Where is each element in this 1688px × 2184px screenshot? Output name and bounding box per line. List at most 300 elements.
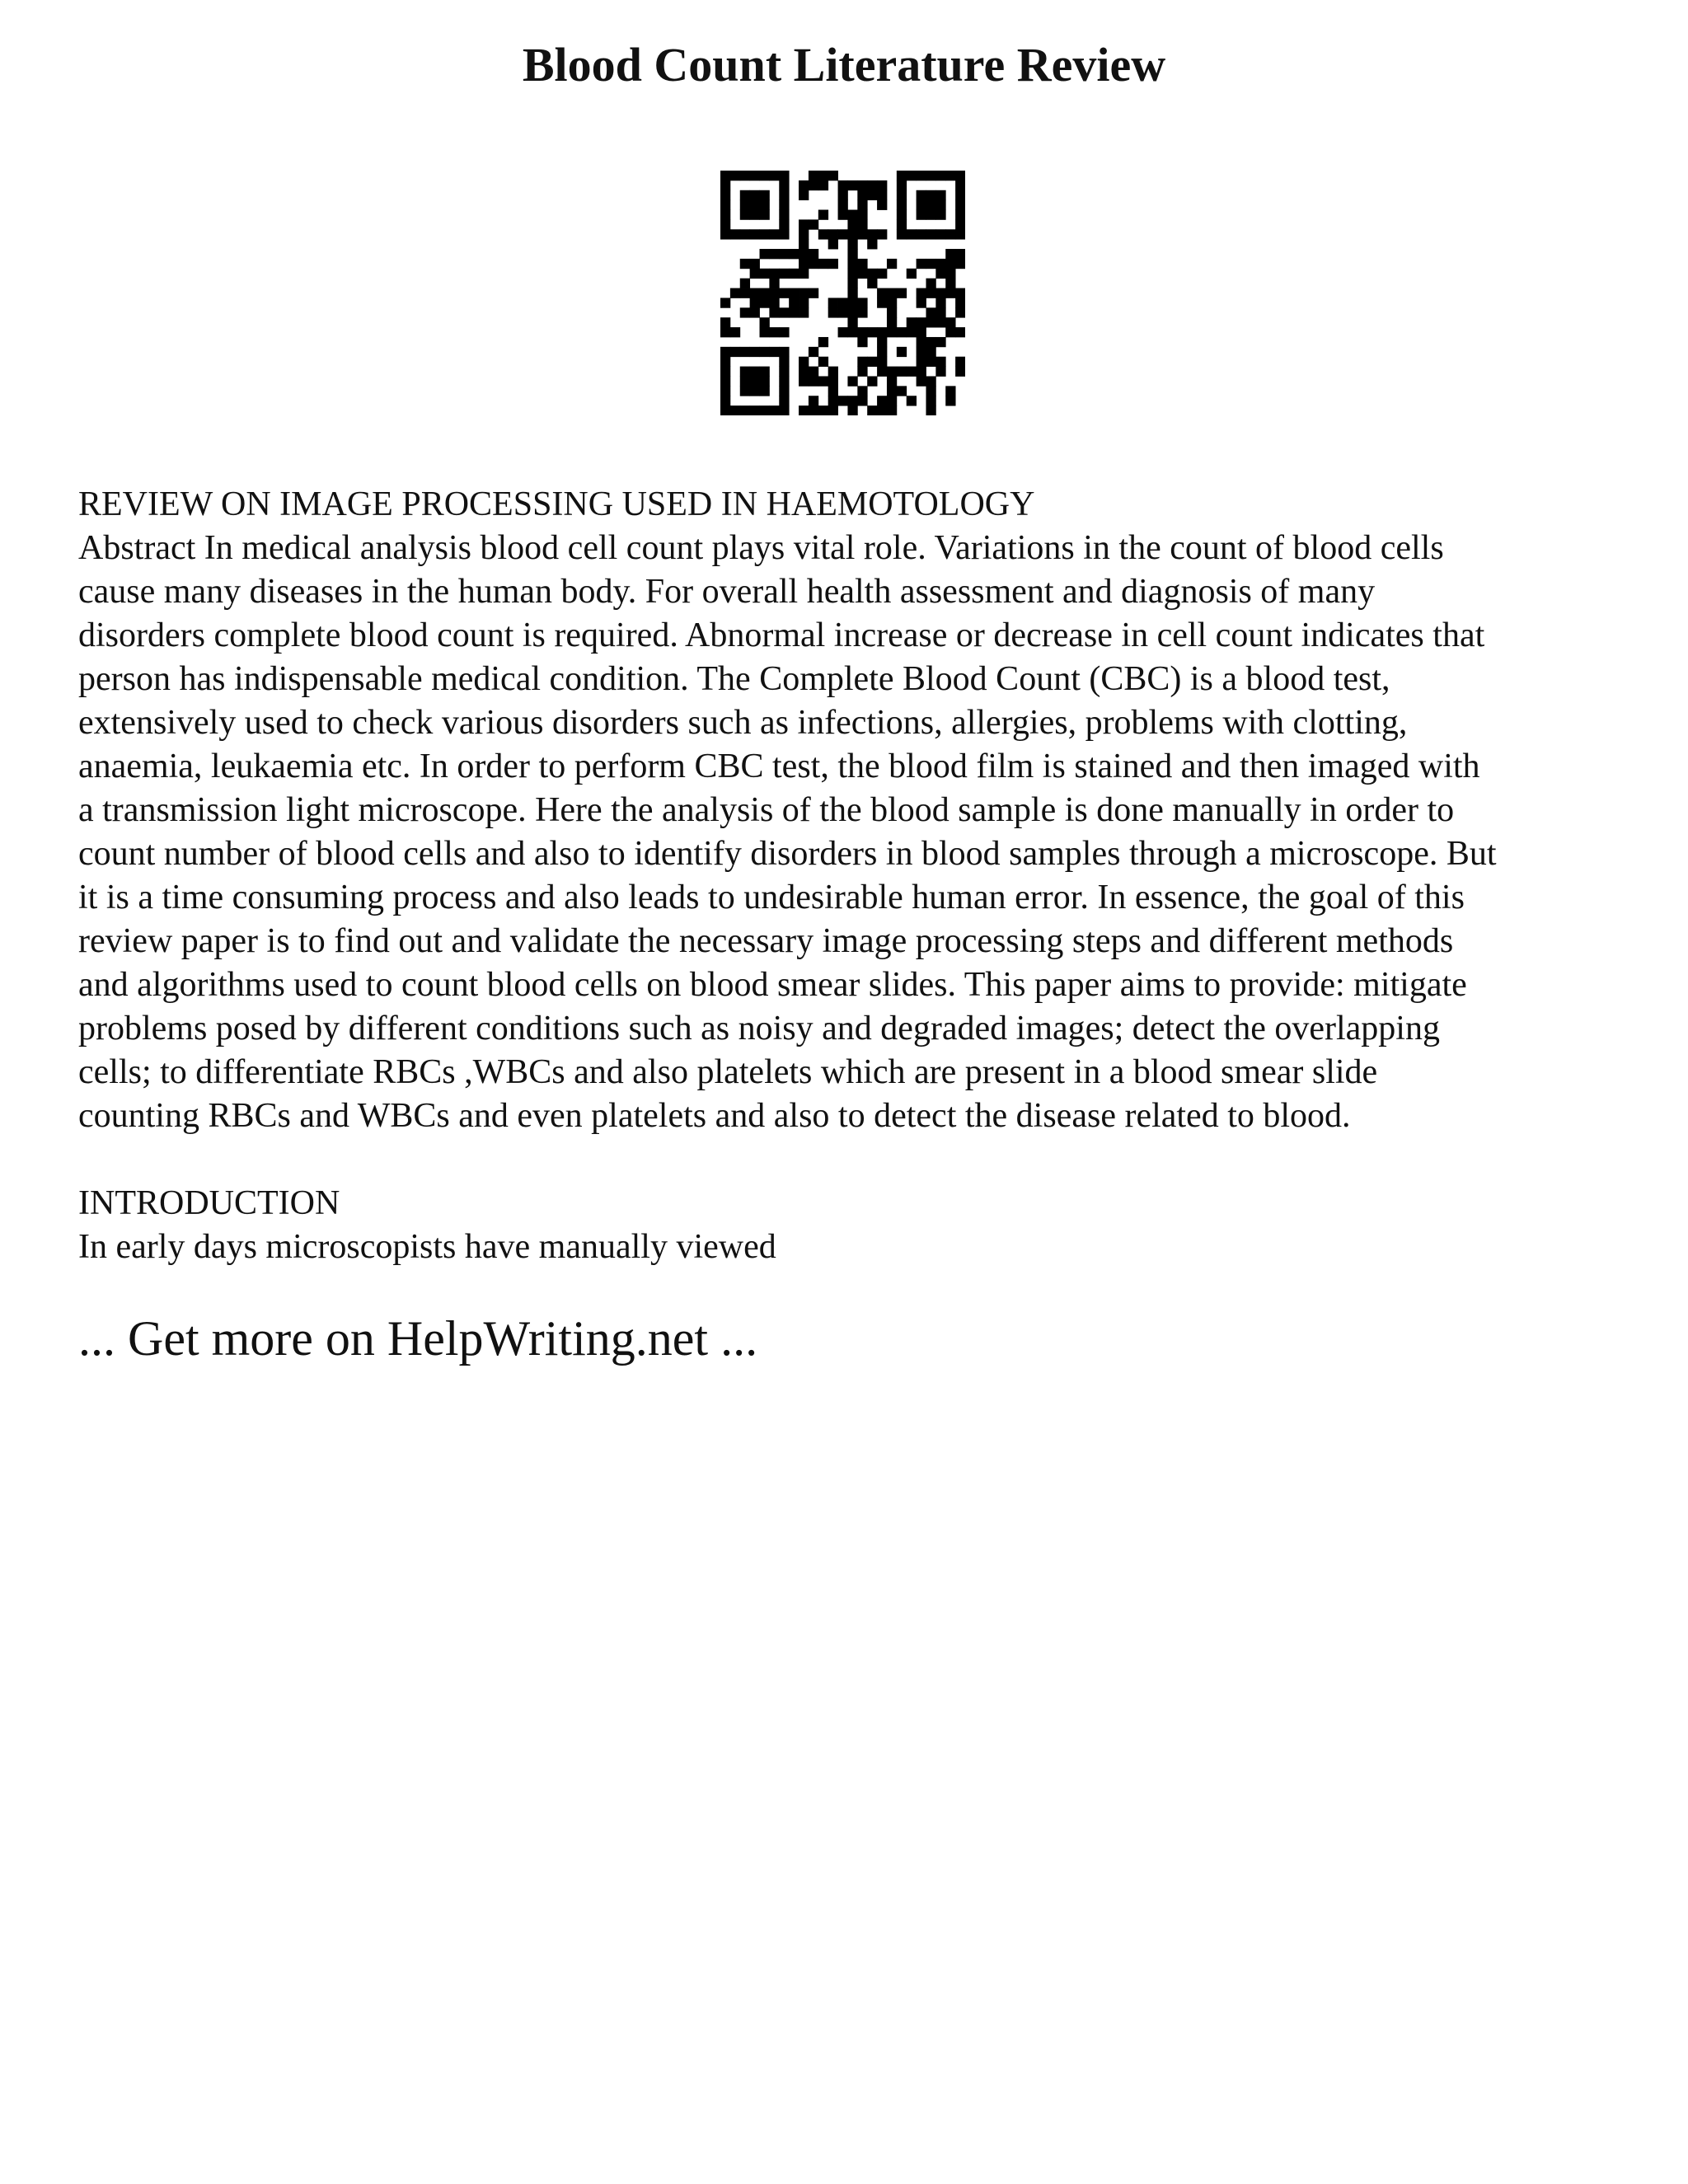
qr-module [740,307,750,317]
qr-module [847,288,857,298]
qr-module [818,357,828,367]
qr-module [945,249,955,259]
qr-module [935,357,945,367]
qr-module [760,367,770,377]
qr-module [926,405,935,415]
qr-module [750,200,760,210]
qr-module [779,396,789,405]
qr-module [926,386,935,396]
qr-module [887,386,897,396]
qr-module [857,269,867,279]
qr-module [857,337,867,347]
qr-module [760,386,770,396]
qr-module [720,210,730,220]
qr-module [779,367,789,377]
qr-module [799,249,809,259]
qr-module [847,180,857,190]
review-heading: REVIEW ON IMAGE PROCESSING USED IN HAEMOTOLOGY [78,485,1035,523]
qr-module [760,249,770,259]
qr-module [955,219,965,229]
qr-module [935,190,945,200]
qr-module [935,229,945,239]
qr-module [847,376,857,386]
qr-module [917,376,926,386]
qr-module [926,317,935,327]
qr-module [740,386,750,396]
qr-module [779,327,789,337]
qr-module [917,171,926,180]
qr-module [740,190,750,200]
qr-module [779,307,789,317]
qr-module [779,190,789,200]
qr-module [720,386,730,396]
qr-module [779,249,789,259]
qr-module [877,269,887,279]
qr-module [887,288,897,298]
qr-module [769,279,779,288]
qr-module [750,210,760,220]
qr-module [897,210,907,220]
qr-module [926,288,935,298]
qr-module [917,259,926,269]
qr-module [720,190,730,200]
qr-module [809,180,818,190]
qr-module [779,347,789,357]
qr-module [818,210,828,220]
qr-module [955,190,965,200]
qr-module [809,396,818,405]
qr-module [847,219,857,229]
qr-module [760,190,770,200]
qr-module [720,317,730,327]
qr-module [799,298,809,307]
qr-module [877,337,887,347]
qr-module [867,269,877,279]
qr-module [847,307,857,317]
qr-module [720,396,730,405]
qr-module [750,307,760,317]
qr-module [799,259,809,269]
qr-module [945,396,955,405]
qr-module [857,229,867,239]
qr-module [926,376,935,386]
qr-module [740,229,750,239]
qr-module [809,376,818,386]
qr-module [945,327,955,337]
qr-module [779,376,789,386]
qr-module [769,347,779,357]
qr-module [857,180,867,190]
qr-module [867,327,877,337]
qr-module [818,259,828,269]
qr-module [789,298,799,307]
qr-module [926,259,935,269]
qr-module [945,279,955,288]
qr-module [877,190,887,200]
qr-module [935,307,945,317]
qr-module [750,190,760,200]
qr-module [945,288,955,298]
qr-module [847,249,857,259]
qr-module [847,269,857,279]
qr-module [955,180,965,190]
qr-module [897,288,907,298]
qr-module [917,317,926,327]
qr-module [750,376,760,386]
qr-module [838,396,848,405]
qr-module [779,288,789,298]
qr-module [799,180,809,190]
qr-module [917,337,926,347]
qr-module [828,229,838,239]
qr-module [720,200,730,210]
qr-module [750,171,760,180]
qr-module [935,171,945,180]
qr-module [867,190,877,200]
qr-module [935,210,945,220]
qr-module [847,259,857,269]
qr-module [740,259,750,269]
qr-module [887,327,897,337]
qr-module [897,200,907,210]
qr-module [945,269,955,279]
qr-module [720,347,730,357]
qr-module [750,288,760,298]
qr-module [750,259,760,269]
qr-module [917,367,926,377]
qr-module [779,180,789,190]
qr-module [828,376,838,386]
qr-module [740,288,750,298]
qr-module [877,327,887,337]
qr-module [917,288,926,298]
qr-module [789,288,799,298]
qr-module [809,219,818,229]
qr-module [887,307,897,317]
qr-module [955,249,965,259]
qr-module [857,307,867,317]
qr-module [917,200,926,210]
qr-module [897,367,907,377]
qr-module [935,298,945,307]
qr-module [917,210,926,220]
qr-module [838,200,848,210]
qr-module [760,229,770,239]
qr-module [867,180,877,190]
qr-module [897,219,907,229]
qr-module [720,180,730,190]
qr-module [769,307,779,317]
qr-module [799,307,809,317]
document-body [78,483,1620,1269]
qr-module [877,347,887,357]
qr-module [917,327,926,337]
qr-module [730,171,740,180]
qr-module [907,327,917,337]
qr-module [867,239,877,249]
qr-module [769,327,779,337]
qr-module [730,405,740,415]
qr-module [779,405,789,415]
qr-module [887,405,897,415]
qr-module [750,367,760,377]
qr-module [877,229,887,239]
qr-module [955,200,965,210]
qr-module [779,386,789,396]
qr-module [887,396,897,405]
qr-module [926,279,935,288]
qr-module [847,239,857,249]
qr-module [760,269,770,279]
qr-module [955,210,965,220]
get-more-link[interactable]: ... Get more on HelpWriting.net ... [78,1311,758,1366]
qr-module [779,269,789,279]
qr-module [809,288,818,298]
qr-module [789,307,799,317]
qr-module [760,327,770,337]
qr-module [818,171,828,180]
qr-module [955,307,965,317]
qr-module [799,367,809,377]
qr-module [740,171,750,180]
qr-module [935,259,945,269]
qr-module [955,298,965,307]
qr-module [799,239,809,249]
abstract-paragraph: Abstract In medical analysis blood cell count plays vital role. Variations in the count of blood cells cause many diseases in the human body. For overall health assessment and diagnosis of many disorders complete blood count is required. Abnormal increase or decrease in cell count indicates that person has indispensable medical condition. The Complete Blood Count (CBC) is a blood test, extensively used to check various disorders such as infections, allergies, problems with clotting, anaemia, leukaemia etc. In order to perform CBC test, the blood film is stained and then imaged with a transmission light microscope. Here the analysis of the blood sample is done manually in order to count number of blood cells and also to identify disorders in blood samples through a microscope. But it is a time consuming process and also leads to undesirable human error. In essence, the goal of this review paper is to find out and validate the necessary image processing steps and different methods and algorithms used to count blood cells on blood smear slides. This paper aims to provide: mitigate problems posed by different conditions such as noisy and degraded images; detect the overlapping cells; to differentiate RBCs ,WBCs and also platelets which are present in a blood smear slide counting RBCs and WBCs and even platelets and also to detect the disease related to blood. [78,529,1497,1135]
document-title: Blood Count Literature Review [522,38,1166,91]
qr-module [847,317,857,327]
qr-module [779,357,789,367]
qr-module [760,317,770,327]
qr-module [857,190,867,200]
qr-module [917,298,926,307]
qr-module [779,210,789,220]
qr-module [828,239,838,249]
qr-module [847,279,857,288]
qr-module [847,210,857,220]
qr-module [730,347,740,357]
qr-module [877,357,887,367]
qr-module [847,298,857,307]
qr-module [828,307,838,317]
qr-module [955,259,965,269]
qr-module [926,190,935,200]
qr-module [935,337,945,347]
qr-module [730,288,740,298]
qr-module [945,171,955,180]
qr-module [779,171,789,180]
qr-module [740,210,750,220]
qr-module [955,327,965,337]
qr-module [877,288,887,298]
qr-module [847,396,857,405]
qr-module [945,386,955,396]
qr-module [897,171,907,180]
qr-module [955,171,965,180]
qr-module [740,405,750,415]
qr-module [887,259,897,269]
qr-module [720,367,730,377]
qr-module [926,200,935,210]
qr-module [945,229,955,239]
qr-module [838,298,848,307]
qr-module [917,347,926,357]
qr-module [818,180,828,190]
qr-module [935,367,945,377]
qr-module [867,405,877,415]
qr-module [799,376,809,386]
qr-module [857,200,867,210]
qr-module [760,347,770,357]
qr-module [818,405,828,415]
qr-module [857,259,867,269]
qr-module [955,367,965,377]
qr-module [867,229,877,239]
qr-module [760,171,770,180]
qr-module [935,317,945,327]
qr-module [917,229,926,239]
qr-module [828,386,838,396]
qr-module [799,219,809,229]
qr-module [897,229,907,239]
qr-module [809,367,818,377]
qr-module [828,405,838,415]
qr-module [750,347,760,357]
qr-module [760,200,770,210]
qr-module [907,229,917,239]
qr-module [769,405,779,415]
qr-module [799,229,809,239]
qr-module [828,171,838,180]
section-gap [78,1138,1620,1182]
qr-module [809,171,818,180]
qr-module [867,279,877,288]
qr-module [809,259,818,269]
qr-module [877,405,887,415]
qr-module [720,171,730,180]
qr-module [907,317,917,327]
qr-module [720,405,730,415]
qr-module [857,386,867,396]
qr-module [955,229,965,239]
qr-module [867,357,877,367]
qr-module [740,347,750,357]
qr-module [799,405,809,415]
qr-module [935,269,945,279]
qr-module [799,288,809,298]
qr-module [857,210,867,220]
qr-module [809,249,818,259]
qr-module [779,219,789,229]
qr-module [955,288,965,298]
qr-module [750,229,760,239]
qr-module [917,190,926,200]
qr-module [926,347,935,357]
qr-module [935,288,945,298]
qr-module [818,337,828,347]
qr-module [750,298,760,307]
qr-module [730,229,740,239]
qr-module [877,396,887,405]
qr-module [720,327,730,337]
qr-module [809,347,818,357]
qr-module [799,269,809,279]
qr-module [740,200,750,210]
qr-module [847,405,857,415]
qr-module [720,376,730,386]
qr-module [828,367,838,377]
qr-module [935,200,945,210]
qr-module [769,269,779,279]
qr-module [760,405,770,415]
qr-module [740,367,750,377]
qr-module [887,367,897,377]
qr-module [847,327,857,337]
qr-module [877,367,887,377]
qr-module [760,210,770,220]
qr-module [720,219,730,229]
qr-module [945,259,955,269]
qr-module [740,279,750,288]
qr-module [838,190,848,200]
qr-module [897,347,907,357]
qr-module [720,229,730,239]
qr-module [877,200,887,210]
qr-module [809,405,818,415]
qr-module [857,327,867,337]
qr-module [877,298,887,307]
qr-module [769,288,779,298]
qr-module [818,229,828,239]
qr-module [857,357,867,367]
qr-code-graphic [720,171,965,415]
qr-code [720,171,965,415]
qr-module [897,327,907,337]
qr-module [720,298,730,307]
qr-module [917,357,926,367]
qr-module [907,396,917,405]
qr-module [857,367,867,377]
qr-module [926,396,935,405]
qr-module [789,269,799,279]
qr-module [847,229,857,239]
qr-module [907,171,917,180]
qr-module [857,396,867,405]
qr-module [720,357,730,367]
qr-module [828,298,838,307]
qr-module [828,396,838,405]
introduction-heading: INTRODUCTION [78,1184,340,1222]
qr-module [760,298,770,307]
qr-module [750,386,760,396]
qr-module [838,180,848,190]
qr-module [779,229,789,239]
qr-module [926,307,935,317]
qr-module [867,376,877,386]
qr-module [838,307,848,317]
qr-module [887,376,897,386]
qr-module [857,298,867,307]
qr-module [926,210,935,220]
qr-module [760,288,770,298]
qr-module [769,171,779,180]
qr-module [779,200,789,210]
qr-module [907,367,917,377]
qr-module [897,190,907,200]
qr-module [828,259,838,269]
qr-module [945,317,955,327]
qr-module [897,180,907,190]
